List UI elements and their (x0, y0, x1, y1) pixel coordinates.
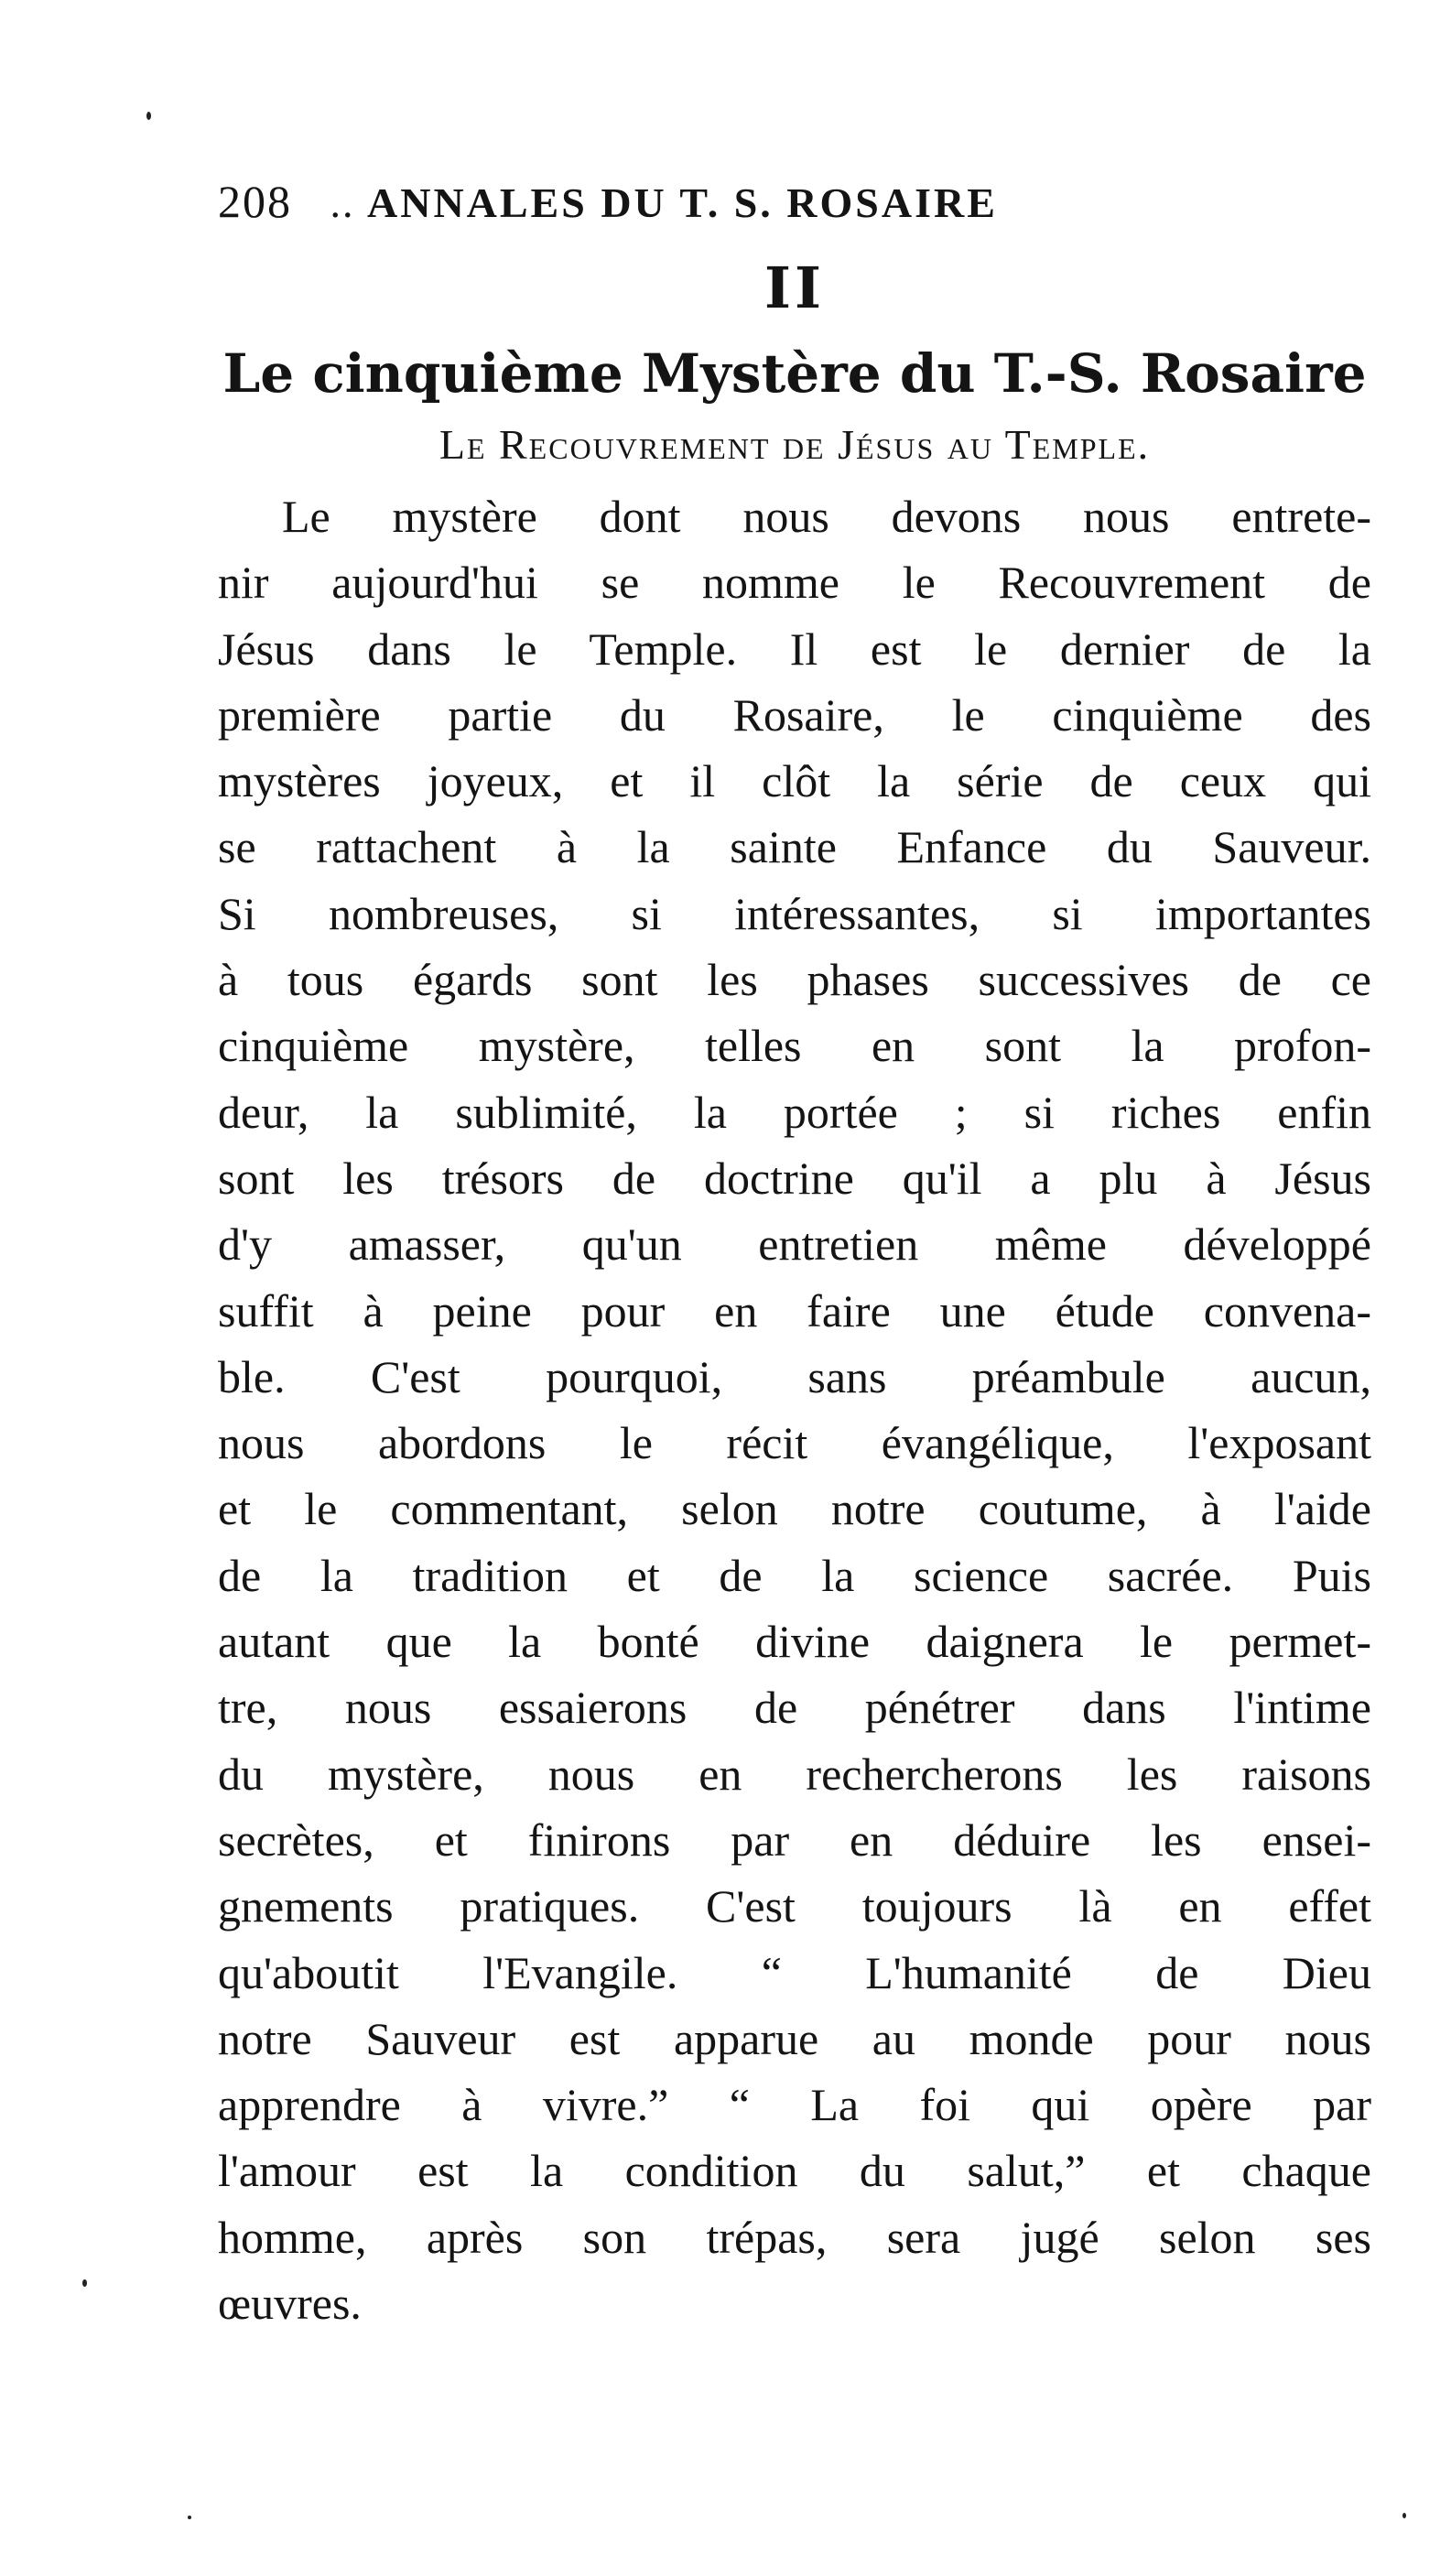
scan-speck (82, 2279, 87, 2287)
body-text (218, 483, 1371, 2336)
text-line: homme, après son trépas, sera jugé selon ses (218, 2211, 1371, 2263)
scan-speck (146, 112, 151, 120)
text-line: nir aujourd'hui se nomme le Recouvrement de (218, 557, 1371, 609)
text-line: secrètes, et finirons par en déduire les ensei- (218, 1813, 1371, 1866)
text-line: première partie du Rosaire, le cinquième des (218, 688, 1371, 741)
text-line: ble. C'est pourquoi, sans préambule aucun, (218, 1350, 1371, 1402)
running-head (218, 174, 1371, 229)
text-line: d'y amasser, qu'un entretien même développé (218, 1218, 1371, 1271)
text-line: qu'aboutit l'Evangile. “ L'humanité de Dieu (218, 1946, 1371, 1998)
text-line: notre Sauveur est apparue au monde pour nous (218, 2012, 1371, 2064)
header-separator: .. (330, 179, 355, 226)
chapter-subtitle: Le Recouvrement de Jésus au Temple. (439, 421, 1151, 468)
chapter-title: Le cinquième Mystère du T.-S. Rosaire (222, 342, 1367, 405)
text-line: Si nombreuses, si intéressantes, si importantes (218, 887, 1371, 939)
scan-speck (188, 2516, 191, 2519)
text-line: gnements pratiques. C'est toujours là en effet (218, 1880, 1371, 1932)
text-line: tre, nous essaierons de pénétrer dans l'intime (218, 1682, 1371, 1734)
page-number: 208 (218, 176, 292, 227)
text-line: se rattachent à la sainte Enfance du Sauveur. (218, 821, 1371, 873)
section-number: II (763, 254, 825, 321)
text-line: suffit à peine pour en faire une étude convena- (218, 1284, 1371, 1337)
text-line: du mystère, nous en rechercherons les raisons (218, 1748, 1371, 1800)
text-line: apprendre à vivre.” “ La foi qui opère par (218, 2079, 1371, 2131)
text-line: Jésus dans le Temple. Il est le dernier de la (218, 622, 1371, 675)
running-title: ANNALES DU T. S. ROSAIRE (367, 179, 998, 226)
text-line: mystères joyeux, et il clôt la série de ceux qui (218, 755, 1371, 807)
text-line: à tous égards sont les phases successives de ce (218, 954, 1371, 1006)
book-page (218, 174, 1371, 2336)
text-line: cinquième mystère, telles en sont la profon- (218, 1020, 1371, 1072)
text-line: autant que la bonté divine daignera le permet- (218, 1616, 1371, 1668)
text-line: deur, la sublimité, la portée ; si riches enfin (218, 1086, 1371, 1138)
text-line: Le mystère dont nous devons nous entrete- (282, 491, 1371, 542)
text-line: sont les trésors de doctrine qu'il a plu à Jésus (218, 1152, 1371, 1204)
text-line: et le commentant, selon notre coutume, à l'aide (218, 1483, 1371, 1535)
text-line: de la tradition et de la science sacrée. Puis (218, 1549, 1371, 1601)
scan-speck (1402, 2513, 1406, 2518)
text-line: œuvres. (218, 2278, 362, 2330)
text-line: nous abordons le récit évangélique, l'exposant (218, 1417, 1371, 1469)
text-line: l'amour est la condition du salut,” et chaque (218, 2145, 1371, 2197)
